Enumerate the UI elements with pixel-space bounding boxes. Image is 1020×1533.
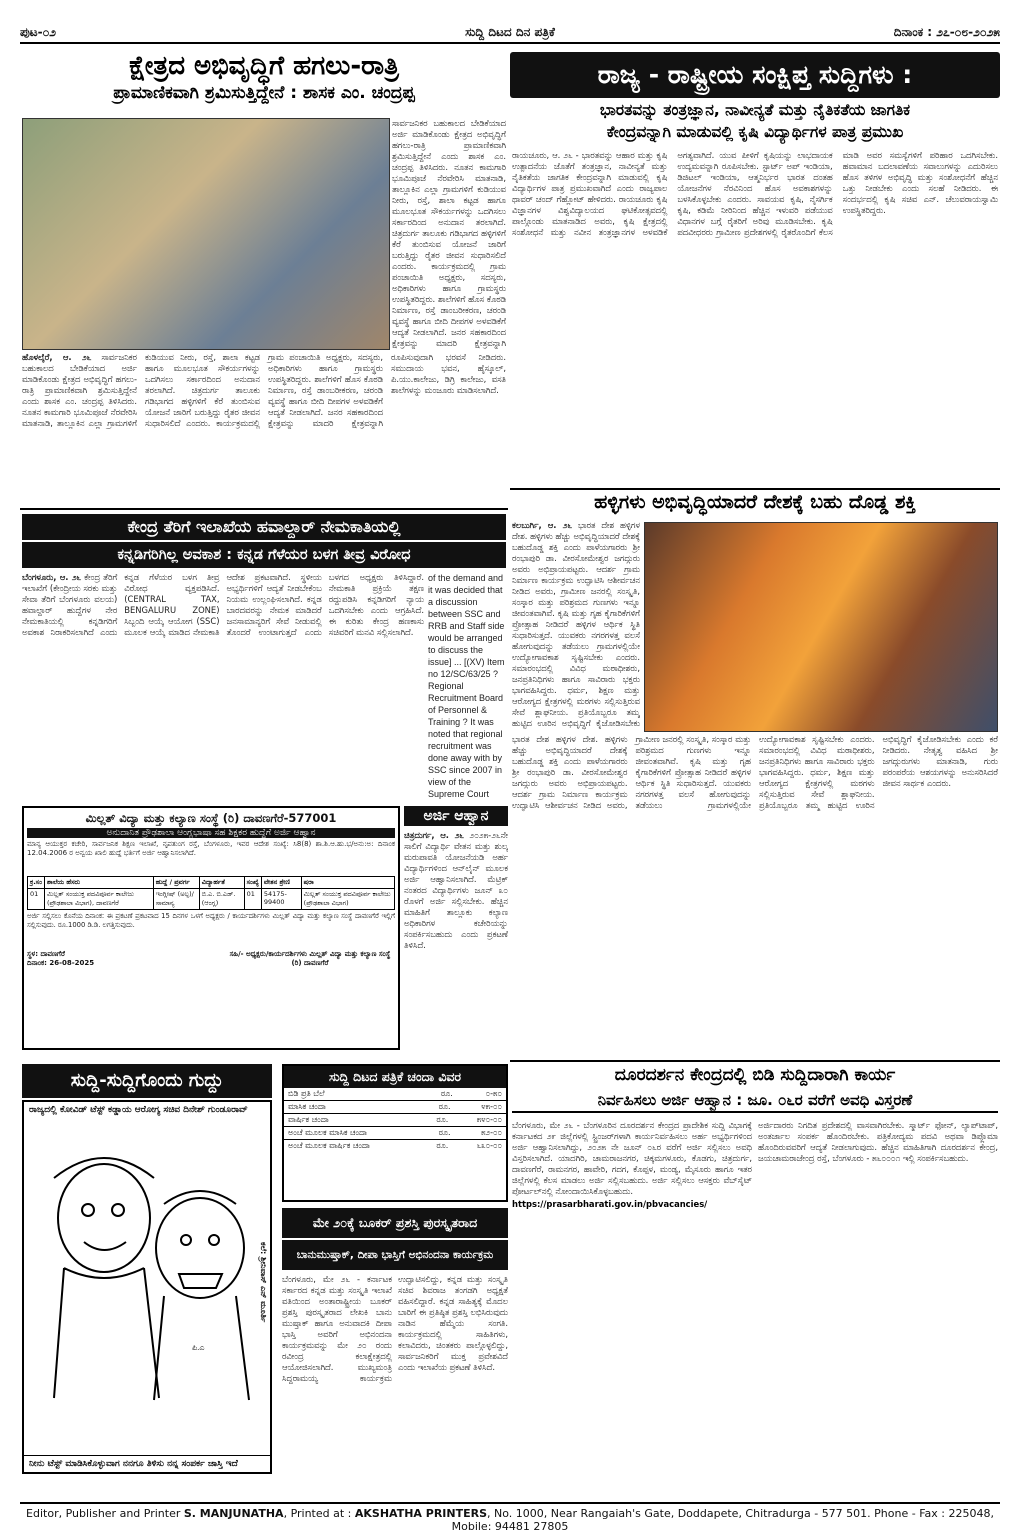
character-left-head xyxy=(58,1164,150,1272)
tender-col: ಕ್ರ.ಸಂ xyxy=(28,877,45,889)
subscription-amount: ೬೩೦-೦೦ xyxy=(476,1141,502,1150)
tender-col: ಸಂಖ್ಯೆ xyxy=(244,877,261,889)
tender-signature-block xyxy=(27,950,395,968)
cartoon-artist: ಕಲೆ: ಶ್ರೀನಿವಾಸ್ ಎನ್ ಮೂರ್ತಿ xyxy=(259,1242,268,1323)
tender-cell: ಮಿಲ್ಲತ್ ಸಂಯುಕ್ತ ಪದವಿಪೂರ್ವ ಕಾಲೇಜು (ಪ್ರೌಢಶಾಲಾ ವಿಭಾಗ) xyxy=(301,889,394,910)
tender-cell: ಮಿಲ್ಲತ್ ಸಂಯುಕ್ತ ಪದವಿಪೂರ್ವ ಕಾಲೇಜು (ಪ್ರೌಢಶಾಲಾ ವಿಭಾಗ), ದಾವಣಗೆರೆ xyxy=(45,889,154,910)
divider xyxy=(20,508,508,510)
tender-ad xyxy=(22,806,400,1050)
subscription-currency: ರೂ. xyxy=(440,1089,453,1098)
tender-col: ಹುದ್ದೆ / ಪ್ರವರ್ಗ xyxy=(153,877,199,889)
mla-headline-1: ಕ್ಷೇತ್ರದ ಅಭಿವೃದ್ಧಿಗೆ ಹಗಲು-ರಾತ್ರಿ xyxy=(129,51,399,81)
mla-body-side: ಸಾರ್ವಜನಿಕರ ಬಹುಕಾಲದ ಬೇಡಿಕೆಯಾದ ಅರ್ಜಿ ಮಾಡಿಕೊಂಡು ಕ್ಷೇತ್ರದ ಅಭಿವೃದ್ಧಿಗೆ ಹಗಲು-ರಾತ್ರಿ ಪ್ರಾಮಾಣಿಕವಾಗಿ ಶ್ರಮಿಸುತ್ತಿದ್ದೇನೆ ಎಂದು ಶಾಸಕ ಎಂ. ಚಂದ್ರಪ್ಪ ತಿಳಿಸಿದರು. ನೂತನ ಕಾಮಗಾರಿ ಭೂಮಿಪೂಜೆ ನೆರವೇರಿಸಿ ಮಾತನಾಡಿ, ತಾಲ್ಲೂಕಿನ ಎಲ್ಲಾ ಗ್ರಾಮಗಳಿಗೆ ಕುಡಿಯುವ ನೀರು, ರಸ್ತೆ, ಶಾಲಾ ಕಟ್ಟಡ ಹಾಗೂ ಮೂಲಭೂತ ಸೌಕರ್ಯಗಳನ್ನು ಒದಗಿಸಲು ಸರ್ಕಾರದಿಂದ ಅನುದಾನ ತರಲಾಗಿದೆ. ಚಿತ್ರದುರ್ಗ ತಾಲೂಕು ಗಡಿಭಾಗದ ಹಳ್ಳಿಗಳಿಗೆ ಕೆರೆ ತುಂಬಿಸುವ ಯೋಜನೆ ಜಾರಿಗೆ ಬರುತ್ತಿದ್ದು ರೈತರ ಜೀವನ ಸುಧಾರಿಸಲಿದೆ ಎಂದರು. ಕಾರ್ಯಕ್ರಮದಲ್ಲಿ ಗ್ರಾಮ ಪಂಚಾಯಿತಿ ಅಧ್ಯಕ್ಷರು, ಸದಸ್ಯರು, ಅಧಿಕಾರಿಗಳು ಹಾಗೂ ಗ್ರಾಮಸ್ಥರು ಉಪಸ್ಥಿತರಿದ್ದರು. ಶಾಲೆಗಳಿಗೆ ಹೊಸ ಕೊಠಡಿ ನಿರ್ಮಾಣ, ರಸ್ತೆ ಡಾಂಬರೀಕರಣ, ಚರಂಡಿ ವ್ಯವಸ್ಥೆ ಹಾಗೂ ಬೀದಿ ದೀಪಗಳ ಅಳವಡಿಕೆಗೆ ಆದ್ಯತೆ ನೀಡಲಾಗಿದೆ. ಜನರ ಸಹಕಾರದಿಂದ ಕ್ಷೇತ್ರವನ್ನು ಮಾದರಿ ಕ್ಷೇತ್ರವನ್ನಾಗಿ xyxy=(392,118,506,348)
tender-place: ಸ್ಥಳ: ದಾವಣಗೆರೆ xyxy=(27,950,65,958)
subscription-row xyxy=(284,1140,506,1152)
havildar-body: ಬೆಂಗಳೂರು, ಆ. ೨೬ ಕೇಂದ್ರ ತೆರಿಗೆ ಇಲಾಖೆಗೆ (ಕೇಂದ್ರೀಯ ಸರಕು ಮತ್ತು ಸೇವಾ ತೆರಿಗೆ ಬೆಂಗಳೂರು ವಲಯ) ಹವಾಲ್ದಾರ್ ಹುದ್ದೆಗಳ ನೇರ ನೇಮಕಾತಿಯಲ್ಲಿ ಕನ್ನಡಿಗರಿಗೆ ಅವಕಾಶ ನಿರಾಕರಿಸಲಾಗಿದೆ ಎಂದು ಕನ್ನಡ ಗೆಳೆಯರ ಬಳಗ ತೀವ್ರ ವಿರೋಧ ವ್ಯಕ್ತಪಡಿಸಿದೆ. (CENTRAL TAX, BENGALURU ZONE) ಸಿಬ್ಬಂದಿ ಆಯ್ಕೆ ಆಯೋಗ (SSC) ಮೂಲಕ ಆಯ್ಕೆ ಮಾಡಿದ ನೇಮಕಾತಿ ಆದೇಶ ಪ್ರಕಟವಾಗಿದೆ. ಸ್ಥಳೀಯ ಅಭ್ಯರ್ಥಿಗಳಿಗೆ ಆದ್ಯತೆ ನೀಡಬೇಕೆಂಬ ನಿಯಮ ಉಲ್ಲಂಘಿಸಲಾಗಿದೆ. ಕನ್ನಡ ಬಾರದವರನ್ನು ನೇಮಕ ಮಾಡಿದರೆ ಜನಸಾಮಾನ್ಯರಿಗೆ ಸೇವೆ ನೀಡುವಲ್ಲಿ ತೊಂದರೆ ಉಂಟಾಗುತ್ತದೆ ಎಂದು ಬಳಗದ ಅಧ್ಯಕ್ಷರು ತಿಳಿಸಿದ್ದಾರೆ. ನೇಮಕಾತಿ ಪ್ರಕ್ರಿಯೆ ತಕ್ಷಣ ರದ್ದುಪಡಿಸಿ ಕನ್ನಡಿಗರಿಗೆ ನ್ಯಾಯ ಒದಗಿಸಬೇಕು ಎಂದು ಆಗ್ರಹಿಸಿದೆ. ಈ ಕುರಿತು ಕೇಂದ್ರ ಹಣಕಾಸು ಸಚಿವರಿಗೆ ಮನವಿ ಸಲ್ಲಿಸಲಾಗಿದೆ. xyxy=(22,572,424,637)
character-right-head xyxy=(156,1198,244,1298)
mla-dateline: ಹೊಳಲ್ಕೆರೆ, ಆ. ೨೬ xyxy=(22,352,92,362)
issue-date: ದಿನಾಂಕ : ೨೭-೦೮-೨೦೨೫ xyxy=(893,25,1000,39)
subscription-label: ಮಾಸಿಕ ಚಂದಾ xyxy=(288,1102,326,1111)
divider xyxy=(510,488,1000,490)
mla-headline-2: ಪ್ರಾಮಾಣಿಕವಾಗಿ ಶ್ರಮಿಸುತ್ತಿದ್ದೇನೆ : ಶಾಸಕ ಎಂ. ಚಂದ್ರಪ್ಪ xyxy=(113,83,415,103)
applications-dateline: ಚಿತ್ರದುರ್ಗ, ಆ. ೨೬ xyxy=(404,830,464,840)
subscription-label: ಅಂಚೆ ಮೂಲಕ ಮಾಸಿಕ ಚಂದಾ xyxy=(288,1128,368,1137)
havildar-headline-2: ಕನ್ನಡಿಗರಿಗಿಲ್ಲ ಅವಕಾಶ : ಕನ್ನಡ ಗೆಳೆಯರ ಬಳಗ ತೀವ್ರ ವಿರೋಧ xyxy=(22,542,506,568)
tender-cell: ಇಂಗ್ಲೀಷ್ (ಅಲ್ಪ)/ಸಾಮಾನ್ಯ xyxy=(153,889,199,910)
tender-col: ಷರಾ xyxy=(301,877,394,889)
footer-press: AKSHATHA PRINTERS xyxy=(354,1507,488,1520)
subscription-amount: ೦-೫೦ xyxy=(485,1089,502,1098)
subscription-currency: ರೂ. xyxy=(438,1102,451,1111)
footer-address: , No. 1000, Near Rangaiah's Gate, Doddapete, Chitradurga - 577 501. Phone - Fax : 225048, Mobile: 94481 27805 xyxy=(451,1507,994,1533)
page-number: ಪುಟ-೦೨ xyxy=(20,25,57,39)
subscription-currency: ರೂ. xyxy=(436,1115,449,1124)
table-row xyxy=(28,889,395,910)
cartoon-panel xyxy=(22,1100,272,1474)
havildar-headline-1: ಕೇಂದ್ರ ತೆರಿಗೆ ಇಲಾಖೆಯ ಹವಾಲ್ದಾರ್ ನೇಮಕಾತಿಯಲ್ಲಿ xyxy=(22,514,506,540)
cartoon-section-title: ಸುದ್ದಿ-ಸುದ್ದಿಗೊಂದು ಗುದ್ದು xyxy=(22,1064,272,1098)
tender-sign: ಸಹಿ/- ಅಧ್ಯಕ್ಷರು/ಕಾರ್ಯದರ್ಶಿಗಳು ಮಿಲ್ಲತ್ ವಿದ್ಯಾ ಮತ್ತು ಕಲ್ಯಾಣ ಸಂಸ್ಥೆ (ರಿ) ದಾವಣಗೆರೆ xyxy=(229,950,391,967)
tender-note: ಅರ್ಜಿ ಸಲ್ಲಿಸಲು ಕೊನೆಯ ದಿನಾಂಕ: ಈ ಪ್ರಕಟಣೆ ಪ್ರಕಟವಾದ 15 ದಿನಗಳ ಒಳಗೆ ಅಧ್ಯಕ್ಷರು / ಕಾರ್ಯದರ್ಶಿಗಳು ಮಿಲ್ಲತ್ ವಿದ್ಯಾ ಮತ್ತು ಕಲ್ಯಾಣ ಸಂಸ್ಥೆ ದಾವಣಗೆರೆ ಇಲ್ಲಿಗೆ ಸಲ್ಲಿಸುವುದು. ರೂ.1000 ಡಿ.ಡಿ. ಲಗತ್ತಿಸುವುದು. xyxy=(27,912,395,929)
tender-table-header xyxy=(28,877,395,889)
booker-headline-1: ಮೇ ೨೦ಕ್ಕೆ ಬೂಕರ್ ಪ್ರಶಸ್ತಿ ಪುರಸ್ಕೃತರಾದ xyxy=(282,1208,508,1238)
subscription-title: ಸುದ್ದಿ ದಿಟದ ಪತ್ರಿಕೆ ಚಂದಾ ವಿವರ xyxy=(284,1066,506,1088)
imprint-footer xyxy=(20,1502,1000,1533)
havildar-english-text: of the demand and it was decided that a discussion between SSC and RRB and Staff side would be arranged to discuss the issue] ... [(XV) Item no 12/SC/63/25 ? Regional Recruitment Board of Personnel & Training ? It was noted that regional recruitment was done away with by SSC since 2007 in view of the Supreme Court xyxy=(428,573,505,799)
doordarshan-body-2: ಅರ್ಜಿದಾರರು ನಿಗದಿತ ಪ್ರದೇಶದಲ್ಲಿ ವಾಸವಾಗಿರಬೇಕು. ಸ್ಮಾರ್ಟ್ ಫೋನ್, ಲ್ಯಾಪ್‌ಟಾಪ್, ಅಂತರ್ಜಾಲ ಸಂಪರ್ಕ ಹೊಂದಿರಬೇಕು. ಪತ್ರಿಕೋದ್ಯಮ ಪದವಿ ಅಥವಾ ಡಿಪ್ಲೊಮಾ ಹೊಂದಿರುವವರಿಗೆ ಆದ್ಯತೆ ನೀಡಲಾಗುವುದು. ಹೆಚ್ಚಿನ ಮಾಹಿತಿಗಾಗಿ ದೂರದರ್ಶನ ಕೇಂದ್ರ, ಜಯಚಾಮರಾಜೇಂದ್ರ ರಸ್ತೆ, ಬೆಂಗಳೂರು - ೫೬೦೦೦೧ ಇಲ್ಲಿ ಸಂಪರ್ಕಿಸಬಹುದು. xyxy=(758,1120,998,1163)
tender-table xyxy=(27,876,395,910)
villages-dateline: ಕಲಬುರ್ಗಿ, ಆ. ೨೬ xyxy=(512,520,573,530)
mask-icon xyxy=(179,1274,222,1288)
footer-editor-name: S. MANJUNATHA xyxy=(183,1507,284,1520)
villages-photo xyxy=(644,522,998,732)
havildar-dateline: ಬೆಂಗಳೂರು, ಆ. ೨೬ xyxy=(22,572,82,582)
tender-subtitle: ಅನುದಾನಿತ ಪ್ರೌಢಶಾಲಾ ಆಂಗ್ಲಭಾಷಾ ಸಹ ಶಿಕ್ಷಕರ ಹುದ್ದೆಗೆ ಅರ್ಜಿ ಆಹ್ವಾನ xyxy=(27,828,395,838)
cartoon-caption-top: ರಾಜ್ಯದಲ್ಲಿ ಕೋವಿಡ್ ಟೆಸ್ಟ್ ಕಡ್ಡಾಯ ಆರೋಗ್ಯ ಸಚಿವ ದಿನೇಶ್ ಗುಂಡೂರಾವ್ xyxy=(29,1105,248,1115)
tender-col: ವಿದ್ಯಾರ್ಹತೆ xyxy=(199,877,244,889)
doordarshan-link[interactable]: https://prasarbharati.gov.in/pbvacancies/ xyxy=(512,1199,708,1209)
subscription-amount: ೫೨-೦೦ xyxy=(481,1128,502,1137)
subscription-label: ವಾರ್ಷಿಕ ಚಂದಾ xyxy=(288,1115,329,1124)
divider xyxy=(510,1060,1000,1062)
tender-title: ಮಿಲ್ಲತ್ ವಿದ್ಯಾ ಮತ್ತು ಕಲ್ಯಾಣ ಸಂಸ್ಥೆ (ರಿ) ದಾವಣಗೆರೆ-577001 xyxy=(85,811,337,825)
tender-cell: 01 xyxy=(28,889,45,910)
subscription-amount: ೫೪೦-೦೦ xyxy=(476,1115,502,1124)
subscription-box xyxy=(282,1064,508,1202)
subscription-row xyxy=(284,1101,506,1114)
applications-body: ಚಿತ್ರದುರ್ಗ, ಆ. ೨೬ ೨೦೨೫-೨೬ನೇ ಸಾಲಿಗೆ ವಿದ್ಯಾರ್ಥಿ ವೇತನ ಮತ್ತು ಶುಲ್ಕ ಮರುಪಾವತಿ ಯೋಜನೆಯಡಿ ಅರ್ಹ ವಿದ್ಯಾರ್ಥಿಗಳಿಂದ ಆನ್‌ಲೈನ್ ಮೂಲಕ ಅರ್ಜಿ ಆಹ್ವಾನಿಸಲಾಗಿದೆ. ಮೆಟ್ರಿಕ್ ನಂತರದ ವಿದ್ಯಾರ್ಥಿಗಳು ಜೂನ್ ೩೦ ರೊಳಗೆ ಅರ್ಜಿ ಸಲ್ಲಿಸಬೇಕು. ಹೆಚ್ಚಿನ ಮಾಹಿತಿಗೆ ತಾಲ್ಲೂಕು ಕಲ್ಯಾಣ ಅಧಿಕಾರಿಗಳ ಕಚೇರಿಯನ್ನು ಸಂಪರ್ಕಿಸಬಹುದು ಎಂದು ಪ್ರಕಟಣೆ ತಿಳಿಸಿದೆ. xyxy=(404,830,508,950)
tender-cell: 01 xyxy=(244,889,261,910)
subscription-row xyxy=(284,1114,506,1127)
subscription-row xyxy=(284,1127,506,1140)
cartoon-drawing xyxy=(24,1118,270,1408)
subscription-row xyxy=(284,1088,506,1101)
tender-col: ಶಾಲೆಯ ಹೆಸರು xyxy=(45,877,154,889)
villages-body: ಭಾರತ ದೇಶ ಹಳ್ಳಿಗಳ ದೇಶ. ಹಳ್ಳಿಗಳು ಹೆಚ್ಚು ಅಭಿವೃದ್ಧಿಯಾದರೆ ದೇಶಕ್ಕೆ ಬಹುದೊಡ್ಡ ಶಕ್ತಿ ಎಂದು ಪಾಳೆಯಗಾರರು ಶ್ರೀ ರಂಭಾಪುರಿ ಡಾ. ವೀರಸೋಮೇಶ್ವರ ಜಗದ್ಗುರು ಅವರು ಅಭಿಪ್ರಾಯಪಟ್ಟರು. ಆದರ್ಶ ಗ್ರಾಮ ನಿರ್ಮಾಣ ಕಾರ್ಯಕ್ರಮ ಉದ್ಘಾಟಿಸಿ ಆಶೀರ್ವಚನ ನೀಡಿದ ಅವರು, ಗ್ರಾಮೀಣ ಜನರಲ್ಲಿ ಸಂಸ್ಕೃತಿ, ಸಂಸ್ಕಾರ ಮತ್ತು ಪರಿಶ್ರಮದ ಗುಣಗಳು ಇನ್ನೂ ಜೀವಂತವಾಗಿವೆ. ಕೃಷಿ ಮತ್ತು ಗೃಹ ಕೈಗಾರಿಕೆಗಳಿಗೆ ಪ್ರೋತ್ಸಾಹ ನೀಡಿದರೆ ಹಳ್ಳಿಗಳ ಆರ್ಥಿಕ ಸ್ಥಿತಿ ಸುಧಾರಿಸುತ್ತದೆ. ಯುವಕರು ನಗರಗಳತ್ತ ವಲಸೆ ಹೋಗುವುದನ್ನು ತಡೆಯಲು ಗ್ರಾಮಗಳಲ್ಲಿಯೇ ಉದ್ಯೋಗಾವಕಾಶ ಸೃಷ್ಟಿಸಬೇಕು ಎಂದರು. ಸಮಾರಂಭದಲ್ಲಿ ವಿವಿಧ ಮಠಾಧೀಶರು, ಜನಪ್ರತಿನಿಧಿಗಳು ಹಾಗೂ ಸಾವಿರಾರು ಭಕ್ತರು ಭಾಗವಹಿಸಿದ್ದರು. ಧರ್ಮ, ಶಿಕ್ಷಣ ಮತ್ತು ಆರೋಗ್ಯದ ಕ್ಷೇತ್ರಗಳಲ್ಲಿ ಮಠಗಳು ಸಲ್ಲಿಸುತ್ತಿರುವ ಸೇವೆ ಶ್ಲಾಘನೀಯ. ಪ್ರತಿಯೊಬ್ಬರೂ ತಮ್ಮ ಹುಟ್ಟಿದ ಊರಿನ ಅಭಿವೃದ್ಧಿಗೆ ಕೈಜೋಡಿಸಬೇಕು ಎಂದು ಕರೆ ನೀಡಿದರು. ನೇತೃತ್ವ ವಹಿಸಿದ ಶ್ರೀ ಜಗದ್ಗುರುಗಳು ಮಾತನಾಡಿ, ಗುರು ಪರಂಪರೆಯ ಆಶಯಗಳನ್ನು ಅನುಸರಿಸಿದರೆ ಜೀವನ ಸಾರ್ಥಕ ಎಂದರು. xyxy=(512,734,998,810)
booker-body: ಬೆಂಗಳೂರು, ಮೇ ೨೬ - ಕರ್ನಾಟಕ ಸರ್ಕಾರದ ಕನ್ನಡ ಮತ್ತು ಸಂಸ್ಕೃತಿ ಇಲಾಖೆ ವತಿಯಿಂದ ಅಂತಾರಾಷ್ಟ್ರೀಯ ಬೂಕರ್ ಪ್ರಶಸ್ತಿ ಪುರಸ್ಕೃತರಾದ ಲೇಖಕಿ ಬಾನು ಮುಷ್ತಾಕ್ ಹಾಗೂ ಅನುವಾದಕಿ ದೀಪಾ ಭಾಸ್ತಿ ಅವರಿಗೆ ಅಭಿನಂದನಾ ಕಾರ್ಯಕ್ರಮವನ್ನು ಮೇ ೨೦ ರಂದು ರವೀಂದ್ರ ಕಲಾಕ್ಷೇತ್ರದಲ್ಲಿ ಆಯೋಜಿಸಲಾಗಿದೆ. ಮುಖ್ಯಮಂತ್ರಿ ಸಿದ್ದರಾಮಯ್ಯ ಕಾರ್ಯಕ್ರಮ ಉದ್ಘಾಟಿಸಲಿದ್ದು, ಕನ್ನಡ ಮತ್ತು ಸಂಸ್ಕೃತಿ ಸಚಿವ ಶಿವರಾಜ ತಂಗಡಗಿ ಅಧ್ಯಕ್ಷತೆ ವಹಿಸಲಿದ್ದಾರೆ. ಕನ್ನಡ ಸಾಹಿತ್ಯಕ್ಕೆ ಮೊದಲ ಬಾರಿಗೆ ಈ ಪ್ರತಿಷ್ಠಿತ ಪ್ರಶಸ್ತಿ ಲಭಿಸಿರುವುದು ನಾಡಿನ ಹೆಮ್ಮೆಯ ಸಂಗತಿ. ಕಾರ್ಯಕ್ರಮದಲ್ಲಿ ಸಾಹಿತಿಗಳು, ಕಲಾವಿದರು, ಚಿಂತಕರು ಪಾಲ್ಗೊಳ್ಳಲಿದ್ದು, ಸಾರ್ವಜನಿಕರಿಗೆ ಮುಕ್ತ ಪ್ರವೇಶವಿದೆ ಎಂದು ಇಲಾಖೆಯ ಪ್ರಕಟಣೆ ತಿಳಿಸಿದೆ. xyxy=(282,1274,508,1383)
booker-headline-2: ಬಾನುಮುಷ್ತಾಕ್, ದೀಪಾ ಭಾಸ್ತಿಗೆ ಅಭಿನಂದನಾ ಕಾರ್ಯಕ್ರಮ xyxy=(282,1240,508,1270)
tender-cell: ಬಿ.ಎ. ಬಿ.ಎಡ್. (ಆಂಗ್ಲ) xyxy=(199,889,244,910)
tender-date: ದಿನಾಂಕ: 26-08-2025 xyxy=(27,959,95,967)
footer-prefix: Editor, Publisher and Printer xyxy=(26,1507,181,1520)
subscription-currency: ರೂ. xyxy=(436,1141,449,1150)
doordarshan-headline-1: ದೂರದರ್ಶನ ಕೇಂದ್ರದಲ್ಲಿ ಬಿಡಿ ಸುದ್ದಿದಾರಾಗಿ ಕಾರ್ಯ xyxy=(614,1065,896,1085)
applications-title: ಅರ್ಜಿ ಆಹ್ವಾನ xyxy=(404,806,508,826)
subscription-label: ಅಂಚೆ ಮೂಲಕ ವಾರ್ಷಿಕ ಚಂದಾ xyxy=(288,1141,370,1150)
masthead xyxy=(20,22,1000,44)
mla-photo xyxy=(22,118,390,350)
footer-mid: , Printed at : xyxy=(283,1507,352,1520)
tender-cell: 54175-99400 xyxy=(261,889,301,910)
subscription-label: ಬಿಡಿ ಪ್ರತಿ ಬೆಲೆ xyxy=(288,1089,325,1098)
villages-body-top: ಕಲಬುರ್ಗಿ, ಆ. ೨೬ ಭಾರತ ದೇಶ ಹಳ್ಳಿಗಳ ದೇಶ. ಹಳ್ಳಿಗಳು ಹೆಚ್ಚು ಅಭಿವೃದ್ಧಿಯಾದರೆ ದೇಶಕ್ಕೆ ಬಹುದೊಡ್ಡ ಶಕ್ತಿ ಎಂದು ಪಾಳೆಯಗಾರರು ಶ್ರೀ ರಂಭಾಪುರಿ ಡಾ. ವೀರಸೋಮೇಶ್ವರ ಜಗದ್ಗುರು ಅವರು ಅಭಿಪ್ರಾಯಪಟ್ಟರು. ಆದರ್ಶ ಗ್ರಾಮ ನಿರ್ಮಾಣ ಕಾರ್ಯಕ್ರಮ ಉದ್ಘಾಟಿಸಿ ಆಶೀರ್ವಚನ ನೀಡಿದ ಅವರು, ಗ್ರಾಮೀಣ ಜನರಲ್ಲಿ ಸಂಸ್ಕೃತಿ, ಸಂಸ್ಕಾರ ಮತ್ತು ಪರಿಶ್ರಮದ ಗುಣಗಳು ಇನ್ನೂ ಜೀವಂತವಾಗಿವೆ. ಕೃಷಿ ಮತ್ತು ಗೃಹ ಕೈಗಾರಿಕೆಗಳಿಗೆ ಪ್ರೋತ್ಸಾಹ ನೀಡಿದರೆ ಹಳ್ಳಿಗಳ ಆರ್ಥಿಕ ಸ್ಥಿತಿ ಸುಧಾರಿಸುತ್ತದೆ. ಯುವಕರು ನಗರಗಳತ್ತ ವಲಸೆ ಹೋಗುವುದನ್ನು ತಡೆಯಲು ಗ್ರಾಮಗಳಲ್ಲಿಯೇ ಉದ್ಯೋಗಾವಕಾಶ ಸೃಷ್ಟಿಸಬೇಕು ಎಂದರು. ಸಮಾರಂಭದಲ್ಲಿ ವಿವಿಧ ಮಠಾಧೀಶರು, ಜನಪ್ರತಿನಿಧಿಗಳು ಹಾಗೂ ಸಾವಿರಾರು ಭಕ್ತರು ಭಾಗವಹಿಸಿದ್ದರು. ಧರ್ಮ, ಶಿಕ್ಷಣ ಮತ್ತು ಆರೋಗ್ಯದ ಕ್ಷೇತ್ರಗಳಲ್ಲಿ ಮಠಗಳು ಸಲ್ಲಿಸುತ್ತಿರುವ ಸೇವೆ ಶ್ಲಾಘನೀಯ. ಪ್ರತಿಯೊಬ್ಬರೂ ತಮ್ಮ ಹುಟ್ಟಿದ ಊರಿನ ಅಭಿವೃದ್ಧಿಗೆ ಕೈಜೋಡಿಸಬೇಕು xyxy=(512,520,640,728)
national-section-title: ರಾಜ್ಯ - ರಾಷ್ಟ್ರೀಯ ಸಂಕ್ಷಿಪ್ತ ಸುದ್ದಿಗಳು : xyxy=(510,52,1000,98)
doordarshan-body: ಬೆಂಗಳೂರು, ಮೇ ೨೬ - ಬೆಂಗಳೂರಿನ ದೂರದರ್ಶನ ಕೇಂದ್ರದ ಪ್ರಾದೇಶಿಕ ಸುದ್ದಿ ವಿಭಾಗಕ್ಕೆ ಕರ್ನಾಟಕದ ೨೯ ಜಿಲ್ಲೆಗಳಲ್ಲಿ ಸ್ಟ್ರಿಂಜರ್‌ಗಳಾಗಿ ಕಾರ್ಯನಿರ್ವಹಿಸಲು ಅರ್ಹ ಅಭ್ಯರ್ಥಿಗಳಿಂದ ಅರ್ಜಿ ಆಹ್ವಾನಿಸಲಾಗಿದ್ದು, ೨೦೨೫ ನೇ ಜೂನ್ ೦೬ರ ವರೆಗೆ ಅರ್ಜಿ ಸಲ್ಲಿಸಲು ಅವಧಿ ವಿಸ್ತರಿಸಲಾಗಿದೆ. ಯಾದಗಿರಿ, ಚಾಮರಾಜನಗರ, ಚಿಕ್ಕಮಗಳೂರು, ಕೊಡಗು, ಚಿತ್ರದುರ್ಗ, ದಾವಣಗೆರೆ, ರಾಮನಗರ, ಹಾವೇರಿ, ಗದಗ, ಕೊಪ್ಪಳ, ಮಂಡ್ಯ, ಮೈಸೂರು ಹಾಗೂ ಇತರ ಜಿಲ್ಲೆಗಳಲ್ಲಿ ಕೆಲಸ ಮಾಡಲು ಅರ್ಜಿ ಸಲ್ಲಿಸಬಹುದು. ಅರ್ಜಿ ಸಲ್ಲಿಸಲು ಆಸಕ್ತರು ವೆಬ್‌ಸೈಟ್ ಪೋರ್ಟಲ್‌ನಲ್ಲಿ ನೋಂದಾಯಿಸಿಕೊಳ್ಳಬಹುದು. https://prasarbharati.gov.in/pbvacancies/ xyxy=(512,1120,752,1209)
cartoon-caption-bottom: ನೀನು ಟೆಸ್ಟ್ ಮಾಡಿಸಿಕೊಳ್ಳುವಾಗ ನನಗೂ ತಿಳಿಸು ನನ್ನ ಸಂಪರ್ಕ ಜಾಸ್ತಿ ಇದೆ xyxy=(24,1455,270,1472)
national-body: ರಾಯಚೂರು, ಆ. ೨೬ - ಭಾರತವನ್ನು ಆಹಾರ ಮತ್ತು ಕೃಷಿ ಉತ್ಪಾದನೆಯ ಜೊತೆಗೆ ತಂತ್ರಜ್ಞಾನ, ನಾವೀನ್ಯತೆ ಮತ್ತು ನೈತಿಕತೆಯ ಜಾಗತಿಕ ಕೇಂದ್ರವನ್ನಾಗಿ ಮಾಡುವಲ್ಲಿ ಕೃಷಿ ವಿದ್ಯಾರ್ಥಿಗಳ ಪಾತ್ರ ಪ್ರಮುಖವಾಗಿದೆ ಎಂದು ರಾಜ್ಯಪಾಲ ಥಾವರ್ ಚಂದ್ ಗೆಹ್ಲೋಟ್ ಹೇಳಿದರು. ರಾಯಚೂರು ಕೃಷಿ ವಿಜ್ಞಾನಗಳ ವಿಶ್ವವಿದ್ಯಾಲಯದ ಘಟಿಕೋತ್ಸವದಲ್ಲಿ ಪಾಲ್ಗೊಂಡು ಮಾತನಾಡಿದ ಅವರು, ಕೃಷಿ ಕ್ಷೇತ್ರದಲ್ಲಿ ಸಂಶೋಧನೆ ಮತ್ತು ನವೀನ ತಂತ್ರಜ್ಞಾನಗಳ ಅಳವಡಿಕೆ ಅಗತ್ಯವಾಗಿದೆ. ಯುವ ಪೀಳಿಗೆ ಕೃಷಿಯನ್ನು ಲಾಭದಾಯಕ ಉದ್ಯಮವನ್ನಾಗಿ ರೂಪಿಸಬೇಕು. ಸ್ಟಾರ್ಟ್ ಅಪ್ ಇಂಡಿಯಾ, ಡಿಜಿಟಲ್ ಇಂಡಿಯಾ, ಆತ್ಮನಿರ್ಭರ ಭಾರತ ದಂತಹ ಯೋಜನೆಗಳ ನೆರವಿನಿಂದ ಹೊಸ ಅವಕಾಶಗಳನ್ನು ಬಳಸಿಕೊಳ್ಳಬೇಕು ಎಂದರು. ಸಾವಯವ ಕೃಷಿ, ನೈಸರ್ಗಿಕ ಕೃಷಿ, ಕಡಿಮೆ ನೀರಿನಿಂದ ಹೆಚ್ಚಿನ ಇಳುವರಿ ಪಡೆಯುವ ವಿಧಾನಗಳ ಬಗ್ಗೆ ರೈತರಿಗೆ ಅರಿವು ಮೂಡಿಸಬೇಕು. ಕೃಷಿ ಪದವೀಧರರು ಗ್ರಾಮೀಣ ಪ್ರದೇಶಗಳಲ್ಲಿ ರೈತರೊಂದಿಗೆ ಕೆಲಸ ಮಾಡಿ ಅವರ ಸಮಸ್ಯೆಗಳಿಗೆ ಪರಿಹಾರ ಒದಗಿಸಬೇಕು. ಹವಾಮಾನ ಬದಲಾವಣೆಯ ಸವಾಲುಗಳನ್ನು ಎದುರಿಸಲು ಹೊಸ ತಳಿಗಳ ಅಭಿವೃದ್ಧಿ ಮತ್ತು ಸಂಶೋಧನೆಗೆ ಹೆಚ್ಚಿನ ಒತ್ತು ನೀಡಬೇಕು ಎಂದು ಸಲಹೆ ನೀಡಿದರು. ಈ ಸಂದರ್ಭದಲ್ಲಿ ಕೃಷಿ ಸಚಿವ ಎನ್. ಚೆಲುವರಾಯಸ್ವಾಮಿ ಉಪಸ್ಥಿತರಿದ್ದರು. xyxy=(512,150,998,237)
tender-col: ವೇತನ ಶ್ರೇಣಿ xyxy=(261,877,301,889)
paper-name: ಸುದ್ದಿ ದಿಟದ ದಿನ ಪತ್ರಿಕೆ xyxy=(465,25,555,39)
mla-body: ಹೊಳಲ್ಕೆರೆ, ಆ. ೨೬ ಸಾರ್ವಜನಿಕರ ಬಹುಕಾಲದ ಬೇಡಿಕೆಯಾದ ಅರ್ಜಿ ಮಾಡಿಕೊಂಡು ಕ್ಷೇತ್ರದ ಅಭಿವೃದ್ಧಿಗೆ ಹಗಲು-ರಾತ್ರಿ ಪ್ರಾಮಾಣಿಕವಾಗಿ ಶ್ರಮಿಸುತ್ತಿದ್ದೇನೆ ಎಂದು ಶಾಸಕ ಎಂ. ಚಂದ್ರಪ್ಪ ತಿಳಿಸಿದರು. ನೂತನ ಕಾಮಗಾರಿ ಭೂಮಿಪೂಜೆ ನೆರವೇರಿಸಿ ಮಾತನಾಡಿ, ತಾಲ್ಲೂಕಿನ ಎಲ್ಲಾ ಗ್ರಾಮಗಳಿಗೆ ಕುಡಿಯುವ ನೀರು, ರಸ್ತೆ, ಶಾಲಾ ಕಟ್ಟಡ ಹಾಗೂ ಮೂಲಭೂತ ಸೌಕರ್ಯಗಳನ್ನು ಒದಗಿಸಲು ಸರ್ಕಾರದಿಂದ ಅನುದಾನ ತರಲಾಗಿದೆ. ಚಿತ್ರದುರ್ಗ ತಾಲೂಕು ಗಡಿಭಾಗದ ಹಳ್ಳಿಗಳಿಗೆ ಕೆರೆ ತುಂಬಿಸುವ ಯೋಜನೆ ಜಾರಿಗೆ ಬರುತ್ತಿದ್ದು ರೈತರ ಜೀವನ ಸುಧಾರಿಸಲಿದೆ ಎಂದರು. ಕಾರ್ಯಕ್ರಮದಲ್ಲಿ ಗ್ರಾಮ ಪಂಚಾಯಿತಿ ಅಧ್ಯಕ್ಷರು, ಸದಸ್ಯರು, ಅಧಿಕಾರಿಗಳು ಹಾಗೂ ಗ್ರಾಮಸ್ಥರು ಉಪಸ್ಥಿತರಿದ್ದರು. ಶಾಲೆಗಳಿಗೆ ಹೊಸ ಕೊಠಡಿ ನಿರ್ಮಾಣ, ರಸ್ತೆ ಡಾಂಬರೀಕರಣ, ಚರಂಡಿ ವ್ಯವಸ್ಥೆ ಹಾಗೂ ಬೀದಿ ದೀಪಗಳ ಅಳವಡಿಕೆಗೆ ಆದ್ಯತೆ ನೀಡಲಾಗಿದೆ. ಜನರ ಸಹಕಾರದಿಂದ ಕ್ಷೇತ್ರವನ್ನು ಮಾದರಿ ಕ್ಷೇತ್ರವನ್ನಾಗಿ ರೂಪಿಸುವುದಾಗಿ ಭರವಸೆ ನೀಡಿದರು. ಸಮುದಾಯ ಭವನ, ಹೈಸ್ಕೂಲ್, ಪಿ.ಯು.ಕಾಲೇಜು, ಡಿಗ್ರಿ ಕಾಲೇಜು, ವಸತಿ ಶಾಲೆಗಳನ್ನು ಮಂಜೂರು ಮಾಡಿಸಲಾಗಿದೆ. xyxy=(22,352,506,428)
subscription-amount: ೪೫-೦೦ xyxy=(481,1102,502,1111)
subscription-currency: ರೂ. xyxy=(438,1128,451,1137)
national-headline-2: ಕೇಂದ್ರವನ್ನಾಗಿ ಮಾಡುವಲ್ಲಿ ಕೃಷಿ ವಿದ್ಯಾರ್ಥಿಗಳ ಪಾತ್ರ ಪ್ರಮುಖ xyxy=(606,123,904,141)
villages-headline: ಹಳ್ಳಿಗಳು ಅಭಿವೃದ್ಧಿಯಾದರೆ ದೇಶಕ್ಕೆ ಬಹು ದೊಡ್ಡ ಶಕ್ತಿ xyxy=(594,491,916,513)
cartoon-label: ಪಿ.ಎ xyxy=(192,1343,205,1352)
national-headline-1: ಭಾರತವನ್ನು ತಂತ್ರಜ್ಞಾನ, ನಾವೀನ್ಯತೆ ಮತ್ತು ನೈತಿಕತೆಯ ಜಾಗತಿಕ xyxy=(599,101,911,119)
doordarshan-headline-2: ನಿರ್ವಹಿಸಲು ಅರ್ಜಿ ಆಹ್ವಾನ : ಜೂ. ೦೬ರ ವರೆಗೆ ಅವಧಿ ವಿಸ್ತರಣೆ xyxy=(512,1092,998,1113)
tender-intro: ಮಾನ್ಯ ಆಯುಕ್ತರ ಕಚೇರಿ, ಸಾರ್ವಜನಿಕ ಶಿಕ್ಷಣ ಇಲಾಖೆ, ನೃಪತುಂಗ ರಸ್ತೆ, ಬೆಂಗಳೂರು, ಇವರ ಆದೇಶ ಸಂಖ್ಯೆ: ಸಿ8(8) ಶಾ.ಶಿ.ಆ.ಹು.ಭ/ಅನು:ಅ: ದಿನಾಂಕ 12.04.2006 ರ ಅನ್ವಯ ಖಾಲಿ ಹುದ್ದೆ ಭರ್ತಿಗೆ ಅರ್ಜಿ ಆಹ್ವಾನಿಸಲಾಗಿದೆ. xyxy=(27,840,395,857)
